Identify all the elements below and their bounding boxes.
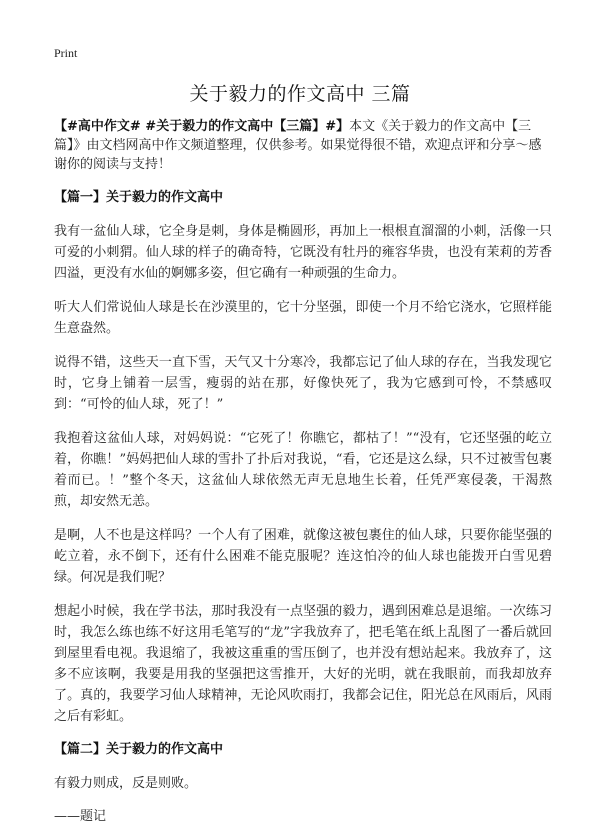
section-2-paragraph-1: 有毅力则成，反是则败。 — [54, 776, 198, 791]
section-1-paragraph-1: 我有一盆仙人球，它全身是刺，身体是椭圆形，再加上一根根直溜溜的小刺，活像一只可爱的小刺猬。仙人球的样子的确奇特，它既没有牡丹的雍容华贵，也没有茉莉的芳香四溢，更没有水仙的婀娜多姿，但它确有一种顽强的生命力。 — [54, 224, 552, 281]
section-1-paragraph-6: 想起小时候，我在学书法，那时我没有一点坚强的毅力，遇到困难总是退缩。一次练习时，我怎么练也练不好这用毛笔写的“龙”字我放弃了，把毛笔在纸上乱图了一番后就回到屋里看电视。我退缩了，我被这重重的雪压倒了，也并没有想站起来。我放弃了，这多不应该啊，我要是用我的坚强把这雪推开，大好的光明，就在我眼前，而我却放弃了。真的，我要学习仙人球精神，无论风吹雨打，我都会记住，阳光总在风雨后，风雨之后有彩虹。 — [54, 604, 552, 724]
print-link[interactable]: Print — [54, 46, 78, 60]
intro-paragraph — [54, 117, 552, 174]
section-1-heading: 【篇一】关于毅力的作文高中 — [54, 190, 224, 205]
section-2-heading: 【篇二】关于毅力的作文高中 — [54, 742, 224, 757]
section-1-paragraph-3: 说得不错，这些天一直下雪，天气又十分寒冷，我都忘记了仙人球的存在，当我发现它时，它身上铺着一层雪，瘦弱的站在那，好像快死了，我为它感到可怜，不禁感叹到：“可怜的仙人球，死了！” — [54, 355, 552, 412]
intro-text: 本文《关于毅力的作文高中【三篇】》由文档网高中作文频道整理，仅供参考。如果觉得很不错，欢迎点评和分享～感谢你的阅读与支持！ — [54, 119, 542, 172]
document-body — [54, 117, 552, 839]
section-1-paragraph-4: 我抱着这盆仙人球，对妈妈说：“它死了！你瞧它，都枯了！”“没有，它还坚强的屹立着，你瞧！”妈妈把仙人球的雪扑了扑后对我说，“看，它还是这么绿，只不过被雪包裹着而已。！”整个冬天，这盆仙人球依然无声无息地生长着，任凭严寒侵袭，干渴熬煎，却安然无恙。 — [54, 431, 552, 509]
document-title: 关于毅力的作文高中 三篇 — [189, 83, 411, 105]
intro-tags: 【#高中作文# #关于毅力的作文高中【三篇】#】 — [54, 119, 350, 134]
section-1-paragraph-5: 是啊，人不也是这样吗？一个人有了困难，就像这被包裹住的仙人球，只要你能坚强的屹立着，永不倒下，还有什么困难不能克服呢？连这怕冷的仙人球也能拨开白雪见碧绿。何况是我们呢？ — [54, 528, 552, 585]
section-2-epigraph: ——题记 — [54, 809, 107, 824]
section-1-paragraph-2: 听大人们常说仙人球是长在沙漠里的，它十分坚强，即使一个月不给它浇水，它照样能生意盎然。 — [54, 300, 552, 336]
